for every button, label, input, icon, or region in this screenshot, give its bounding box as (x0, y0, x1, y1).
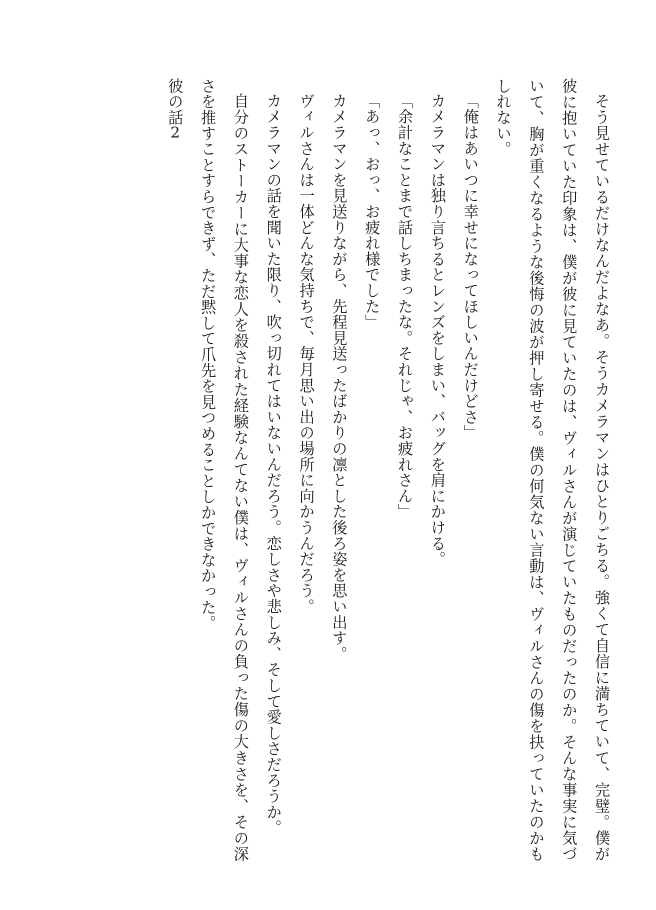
paragraph: 「あっ、おっ、お疲れ様でした」 (363, 93, 382, 331)
paragraph: そう見せているだけなんだよなあ。そうカメラマンはひとりごちる。強くて自信に満ちていて、完璧。僕が彼に抱いていた印象は、僕が彼に見ていたのは、ヴィルさんが演じていたものだったのか。そんな事実に気づいて、胸が重くなるような後悔の波が押し寄せる。僕の何気ない言動は、ヴィルさんの傷を抉っていたのかもしれない。 (494, 78, 611, 862)
paragraph: 「俺はあいつに幸せになってほしいんだけどさ」 (461, 93, 480, 441)
paragraph: カメラマンの話を聞いた限り、吹っ切れてはいないんだろう。恋しさや悲しみ、そして愛しさだろうか。 (264, 93, 283, 836)
section-heading-text: 彼の話 (166, 78, 185, 126)
paragraph: カメラマンを見送りながら、先程見送ったばかりの凛とした後ろ姿を思い出す。 (330, 93, 349, 662)
section-heading-number: 2 (170, 125, 181, 141)
paragraph: ヴィルさんは一体どんな気持ちで、毎月思い出の場所に向かうんだろう。 (297, 93, 316, 615)
section-heading (158, 78, 191, 862)
paragraph: 自分のストーカーに大事な恋人を殺された経験なんてない僕は、ヴィルさんの負った傷の大きさを、その深さを推すことすらできず、ただ黙して爪先を見つめることしかできなかった。 (199, 78, 250, 862)
paragraph: 「余計なことまで話しちまったな。それじゃ、お疲れさん」 (396, 93, 415, 520)
paragraph: カメラマンは独り言ちるとレンズをしまい、バッグを肩にかける。 (428, 93, 447, 568)
vertical-text-body (38, 78, 618, 862)
